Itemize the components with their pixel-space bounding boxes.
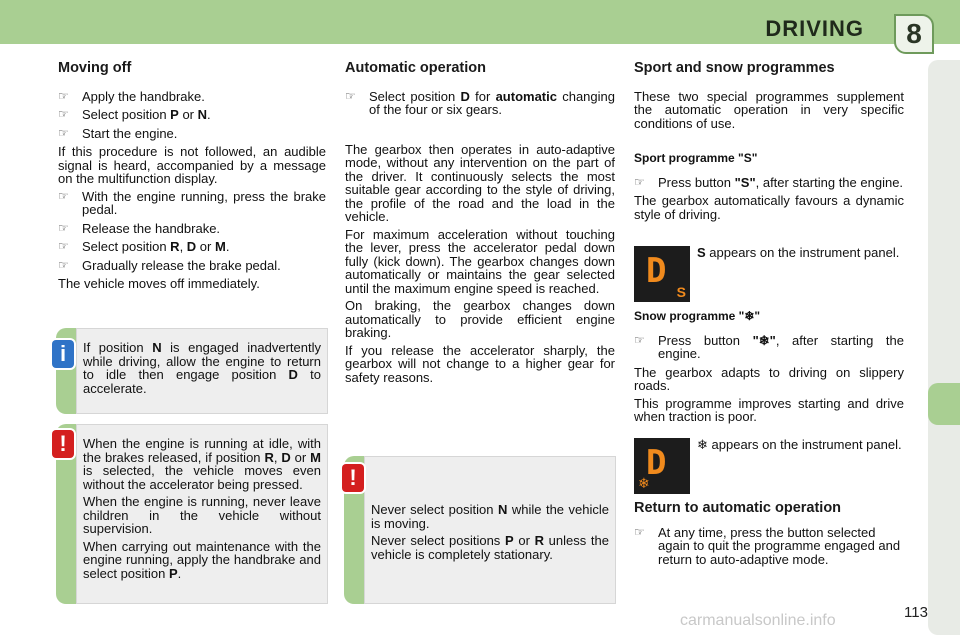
list-item: ☞ Start the engine. — [58, 125, 178, 141]
snow-programme-heading: Snow programme "❄" — [634, 309, 761, 323]
paragraph: If this procedure is not followed, an audible signal is heard, accompanied by a message on the multifunction display. — [58, 144, 326, 186]
list-item: ☞ With the engine running, press the brake pedal. — [58, 188, 326, 217]
hand-pointer-icon: ☞ — [634, 332, 645, 347]
list-item: ☞ Apply the handbrake. — [58, 88, 205, 104]
paragraph: This programme improves starting and drive when traction is poor. — [634, 395, 904, 424]
info-icon: i — [52, 340, 74, 368]
snowflake-icon: ❄ — [697, 437, 708, 452]
warning-box — [364, 456, 616, 604]
hand-pointer-icon: ☞ — [58, 125, 69, 140]
warning-icon: ! — [342, 464, 364, 492]
warning-text: When the engine is running, never leave children in the vehicle without supervision. — [83, 494, 321, 536]
chapter-badge — [894, 14, 934, 54]
warning-text: When carrying out maintenance with the engine running, apply the handbrake and select position P. — [83, 538, 321, 581]
warning-text: When the engine is running at idle, with the brakes released, if position R, D or M is selected, the vehicle moves even without the accelerator being pressed. — [83, 436, 321, 492]
list-item: ☞ Press button "❄", after starting the engine. — [634, 332, 904, 361]
paragraph: For maximum acceleration without touching the lever, press the accelerator pedal down fully (kick down). The gearbox changes down automatically or maintains the gear selected until the maximum engine speed is reached. — [345, 226, 615, 296]
warning-box — [76, 424, 328, 604]
moving-off-heading: Moving off — [58, 60, 132, 76]
list-item: ☞ Release the handbrake. — [58, 220, 221, 236]
hand-pointer-icon: ☞ — [634, 174, 645, 189]
snow-display-caption: ❄ appears on the instrument panel. — [697, 437, 902, 452]
snow-display-image: D ❄ — [634, 438, 690, 494]
hand-pointer-icon: ☞ — [58, 188, 69, 203]
hand-pointer-icon: ☞ — [58, 239, 69, 253]
paragraph: The vehicle moves off immediately. — [58, 276, 260, 291]
list-item: ☞ Press button "S", after starting the engine. — [634, 174, 904, 190]
paragraph: If you release the accelerator sharply, the gearbox will not change to a higher gear for safety reasons. — [345, 342, 615, 385]
side-tab-active — [928, 383, 960, 425]
snowflake-icon: ❄ — [638, 475, 650, 491]
sport-snow-heading: Sport and snow programmes — [634, 60, 835, 76]
snow-programme-section — [634, 310, 904, 428]
paragraph: These two special programmes supplement the automatic operation in very specific conditions of use. — [634, 88, 904, 131]
sport-programme-heading: Sport programme "S" — [634, 151, 758, 165]
page-number: 113 — [904, 604, 928, 621]
page-title: DRIVING — [765, 16, 864, 41]
sport-display-image: D S — [634, 246, 690, 302]
list-item: ☞ Select position D for automatic changing of the four or six gears. — [345, 88, 615, 117]
warning-text: Never select positions P or R unless the vehicle is completely stationary. — [371, 533, 609, 562]
hand-pointer-icon: ☞ — [58, 257, 69, 272]
list-item: ☞ Gradually release the brake pedal. — [58, 257, 281, 273]
hand-pointer-icon: ☞ — [58, 88, 69, 103]
automatic-operation-heading: Automatic operation — [345, 60, 486, 76]
warning-text: Never select position N while the vehicle is moving. — [371, 502, 610, 531]
warning-icon: ! — [52, 430, 74, 458]
hand-pointer-icon: ☞ — [58, 220, 69, 235]
watermark: carmanualsonline.info — [680, 612, 836, 629]
return-section — [634, 502, 904, 571]
paragraph: On braking, the gearbox changes down automatically to provide efficient engine braking. — [345, 298, 615, 340]
moving-off-section — [58, 62, 326, 295]
info-box — [76, 328, 328, 414]
sport-snow-section — [634, 62, 904, 225]
return-heading: Return to automatic operation — [634, 500, 842, 516]
hand-pointer-icon: ☞ — [58, 107, 69, 121]
hand-pointer-icon: ☞ — [634, 524, 645, 539]
list-item: ☞ Select position P or N. — [58, 107, 211, 122]
info-text: If position N is engaged inadvertently while driving, allow the engine to return to idle then engage position D to accelerate. — [83, 340, 321, 396]
paragraph: The gearbox adapts to driving on slippery roads. — [634, 364, 904, 393]
paragraph: The gearbox automatically favours a dynamic style of driving. — [634, 193, 904, 222]
paragraph: The gearbox then operates in auto-adaptive mode, without any intervention on the part of the driver. It continuously selects the most suitable gear according to the style of driving, the profile of the road and the load in the vehicle. — [345, 141, 615, 224]
sport-display-caption: S appears on the instrument panel. — [697, 245, 900, 260]
list-item: ☞ Select position R, D or M. — [58, 239, 230, 254]
hand-pointer-icon: ☞ — [345, 88, 356, 103]
automatic-operation-section — [345, 62, 615, 388]
list-item: ☞ At any time, press the button selected again to quit the programme engaged and return to auto-adaptive mode. — [634, 524, 901, 567]
chapter-number: 8 — [906, 18, 922, 49]
side-tab-strip — [928, 60, 960, 635]
